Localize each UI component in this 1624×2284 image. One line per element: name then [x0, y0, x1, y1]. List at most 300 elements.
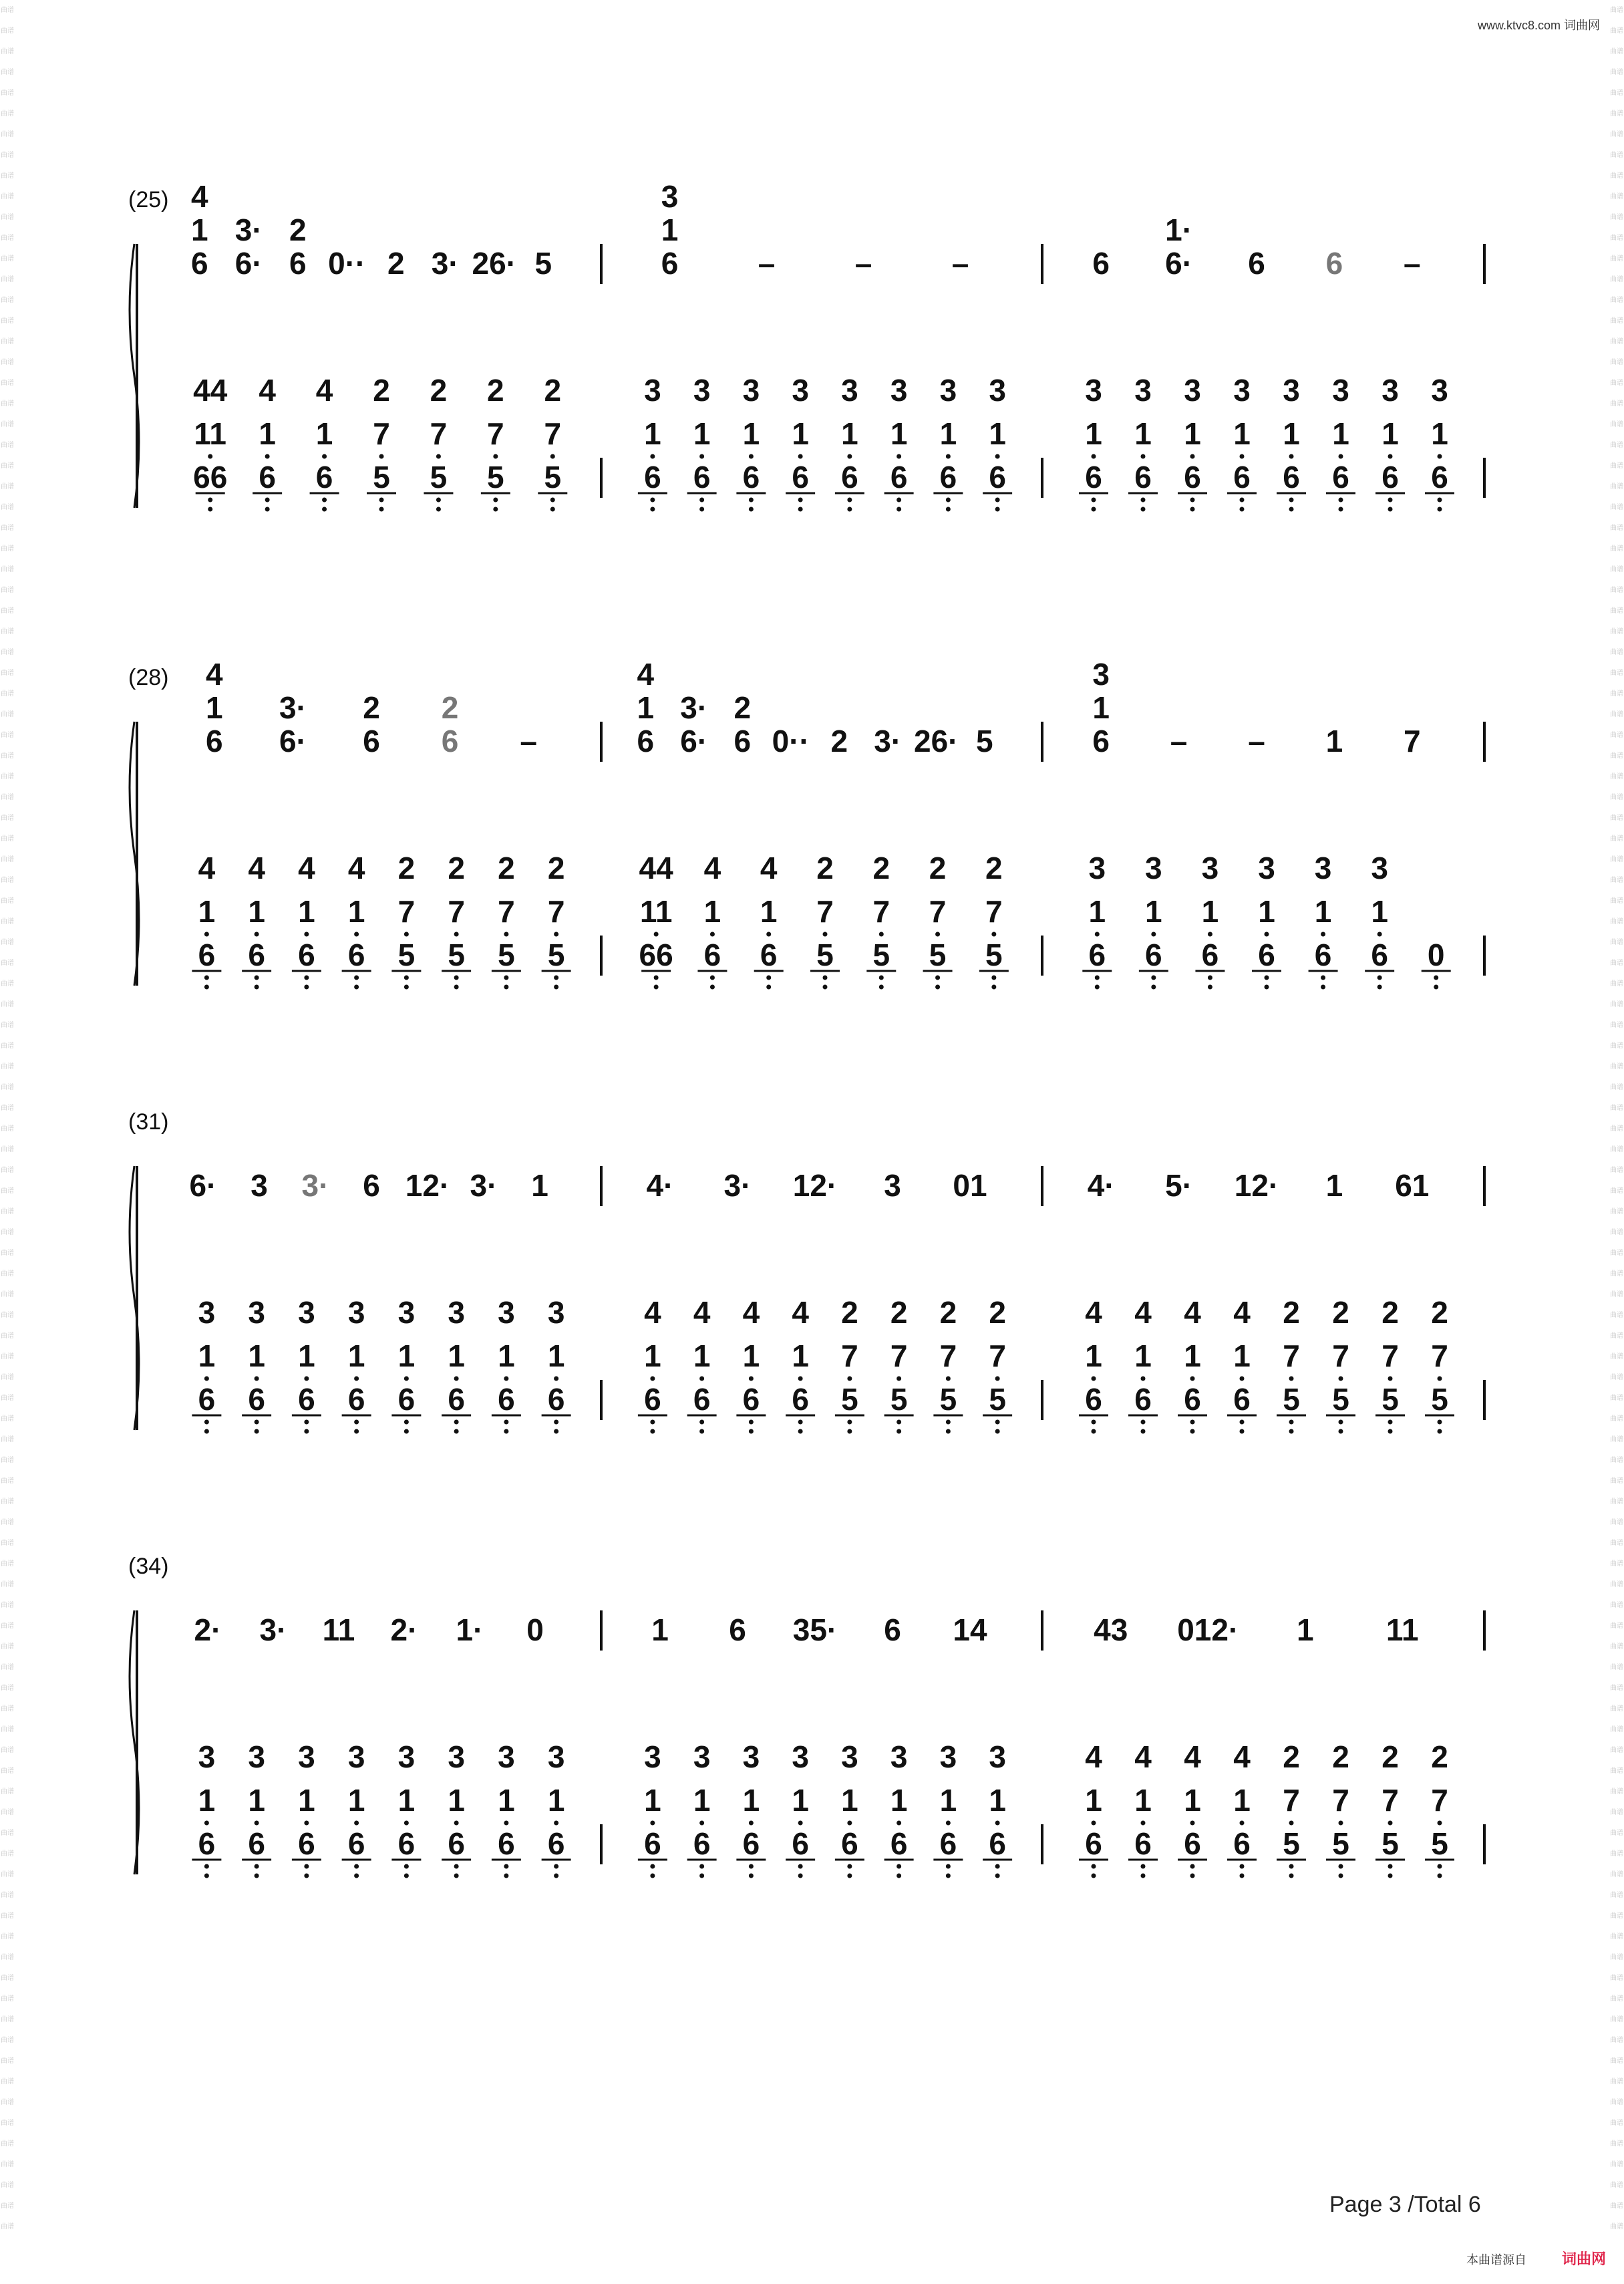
accomp-note: 7 [373, 416, 390, 451]
lower-octave-dot [991, 985, 996, 990]
lower-octave-dot [404, 1420, 409, 1425]
accomp-note: 2 [430, 373, 448, 408]
lower-octave-dot [1388, 1429, 1393, 1434]
melody-chord-note: 1 [190, 212, 208, 247]
lower-octave-dot [354, 1429, 359, 1434]
accomp-note: 6 [693, 1382, 711, 1417]
watermark-glyph: 曲谱 [1610, 1250, 1623, 1257]
accomp-note: 7 [929, 894, 947, 929]
accomp-note: 1 [644, 1783, 661, 1818]
lower-octave-dot [798, 498, 803, 503]
accomp-note: 4 [760, 851, 778, 885]
lower-octave-dot [255, 976, 259, 980]
lower-octave-dot [504, 1420, 508, 1425]
accomp-note: 4 [1184, 1295, 1201, 1330]
lower-octave-dot [1289, 507, 1294, 512]
watermark-glyph: 曲谱 [1, 2223, 14, 2231]
accomp-note: 3 [792, 1739, 809, 1774]
accomp-note: 6 [1431, 460, 1448, 494]
accomp-note: 3 [939, 1739, 957, 1774]
accomp-note: 6 [693, 1826, 711, 1861]
lower-octave-dot [1208, 976, 1212, 980]
watermark-glyph: 曲谱 [1, 297, 14, 304]
accomp-note: 1 [347, 894, 365, 929]
lower-octave-dot [749, 1429, 754, 1434]
accomp-note: 1 [298, 894, 315, 929]
lower-octave-dot [847, 498, 852, 503]
lower-octave-dot [1388, 498, 1393, 503]
lower-octave-dot [1095, 932, 1100, 937]
watermark-glyph: 曲谱 [1610, 1892, 1623, 1899]
accomp-note: 7 [939, 1338, 957, 1373]
melody-note: 012· [1177, 1612, 1239, 1647]
watermark-glyph: 曲谱 [1610, 2223, 1623, 2231]
watermark-glyph: 曲谱 [1, 1767, 14, 1775]
lower-octave-dot [304, 932, 309, 937]
watermark-glyph: 曲谱 [1, 1664, 14, 1671]
lower-octave-dot [1208, 932, 1212, 937]
lower-octave-dot [436, 507, 441, 512]
accomp-note: 5 [816, 938, 834, 972]
watermark-glyph: 曲谱 [1610, 607, 1623, 615]
watermark-glyph: 曲谱 [1610, 960, 1623, 967]
lower-octave-dot [265, 454, 270, 459]
lower-octave-dot [1141, 1377, 1146, 1381]
accomp-note: 4 [1085, 1295, 1102, 1330]
watermark-glyph: 曲谱 [1, 835, 14, 843]
melody-note: 12· [1234, 1168, 1279, 1203]
accomp-note: 4 [259, 373, 276, 408]
watermark-glyph: 曲谱 [1, 1498, 14, 1506]
accomp-note: 1 [792, 416, 809, 451]
accomp-note: 1 [841, 1783, 858, 1818]
accomp-note: 6 [1201, 938, 1219, 972]
measure-number: (28) [128, 665, 169, 690]
accomp-note: 1 [1088, 894, 1106, 929]
melody-note: – [520, 724, 537, 758]
accomp-note: 4 [742, 1295, 760, 1330]
melody-note: – [854, 246, 872, 281]
accomp-note: 7 [430, 416, 448, 451]
accomp-note: 1 [1431, 416, 1448, 451]
lower-octave-dot [1190, 1429, 1195, 1434]
accomp-note: 6 [1371, 938, 1388, 972]
accomp-note: 6 [1184, 1382, 1201, 1417]
accomp-note: 6 [1314, 938, 1332, 972]
watermark-glyph: 曲谱 [1, 1457, 14, 1464]
melody-note: 6 [363, 1168, 380, 1203]
watermark-glyph: 曲谱 [1610, 1312, 1623, 1319]
melody-note: 0·· [328, 246, 366, 281]
accomp-note: 1 [1382, 416, 1399, 451]
accomp-note: 3 [693, 373, 711, 408]
lower-octave-dot [897, 498, 901, 503]
lower-octave-dot [1438, 1874, 1442, 1878]
accomp-note: 6 [841, 1826, 858, 1861]
accomp-note: 2 [841, 1295, 858, 1330]
lower-octave-dot [650, 1821, 655, 1826]
accomp-note: 3 [742, 1739, 760, 1774]
accomp-note: 3 [1184, 373, 1201, 408]
lower-octave-dot [255, 1821, 259, 1826]
watermark-glyph: 曲谱 [1610, 1643, 1623, 1651]
watermark-glyph: 曲谱 [1610, 732, 1623, 739]
watermark-glyph: 曲谱 [1610, 939, 1623, 946]
accomp-note: 1 [1233, 1338, 1251, 1373]
melody-note: 0·· [772, 724, 810, 758]
watermark-glyph: 曲谱 [1, 462, 14, 470]
accomp-note: 5 [841, 1382, 858, 1417]
melody-note: 6 [363, 724, 380, 758]
lower-octave-dot [404, 985, 409, 990]
lower-octave-dot [304, 1377, 309, 1381]
watermark-glyph: 曲谱 [1610, 131, 1623, 138]
melody-note: 6 [1325, 246, 1343, 281]
accomp-note: 6 [792, 460, 809, 494]
lower-octave-dot [255, 985, 259, 990]
lower-octave-dot [995, 1377, 1000, 1381]
lower-octave-dot [304, 985, 309, 990]
accomp-note: 1 [347, 1783, 365, 1818]
watermark-glyph: 曲谱 [1610, 1954, 1623, 1961]
watermark-glyph: 曲谱 [1, 2182, 14, 2189]
lower-octave-dot [1321, 976, 1325, 980]
watermark-glyph: 曲谱 [1, 152, 14, 159]
watermark-glyph: 曲谱 [1610, 918, 1623, 925]
accomp-note: 1 [259, 416, 276, 451]
accomp-note: 2 [1431, 1295, 1448, 1330]
lower-octave-dot [1208, 985, 1212, 990]
accomp-note: 1 [248, 894, 265, 929]
watermark-glyph: 曲谱 [1610, 2140, 1623, 2148]
accomp-note: 6 [347, 1826, 365, 1861]
melody-note: 2 [387, 246, 405, 281]
watermark-glyph: 曲谱 [1610, 1581, 1623, 1588]
accomp-note: 1 [198, 894, 216, 929]
accomp-note: 1 [1134, 416, 1152, 451]
accomp-note: 3 [498, 1295, 515, 1330]
watermark-glyph: 曲谱 [1610, 1415, 1623, 1423]
accomp-note: 1 [1145, 894, 1162, 929]
accomp-note: 44 [193, 373, 228, 408]
lower-octave-dot [204, 1377, 209, 1381]
watermark-glyph: 曲谱 [1610, 1084, 1623, 1091]
watermark-glyph: 曲谱 [1610, 462, 1623, 470]
watermark-glyph: 曲谱 [1610, 421, 1623, 428]
accomp-note: 1 [448, 1338, 465, 1373]
accomp-note: 2 [890, 1295, 908, 1330]
melody-note: 6 [1092, 724, 1110, 758]
lower-octave-dot [847, 1864, 852, 1869]
watermark-glyph: 曲谱 [1, 939, 14, 946]
accomp-note: 6 [1233, 1826, 1251, 1861]
watermark-glyph: 曲谱 [1610, 835, 1623, 843]
lower-octave-dot [454, 1821, 459, 1826]
accomp-note: 1 [248, 1783, 265, 1818]
lower-octave-dot [322, 454, 327, 459]
accomp-note: 6 [498, 1382, 515, 1417]
accomp-note: 1 [890, 416, 908, 451]
watermark-glyph: 曲谱 [1610, 773, 1623, 780]
lower-octave-dot [766, 976, 771, 980]
lower-octave-dot [995, 1429, 1000, 1434]
lower-octave-dot [304, 1864, 309, 1869]
watermark-glyph: 曲谱 [1, 711, 14, 718]
watermark-glyph: 曲谱 [1, 1581, 14, 1588]
lower-octave-dot [823, 976, 828, 980]
lower-octave-dot [749, 1821, 754, 1826]
accomp-note: 6 [547, 1826, 565, 1861]
source-label: 本曲谱源自 [1466, 2253, 1526, 2267]
lower-octave-dot [1240, 498, 1245, 503]
lower-octave-dot [304, 1821, 309, 1826]
watermark-glyph: 曲谱 [1, 69, 14, 76]
lower-octave-dot [650, 454, 655, 459]
accomp-note: 3 [841, 1739, 858, 1774]
lower-octave-dot [354, 1821, 359, 1826]
accomp-note: 5 [1332, 1826, 1349, 1861]
melody-chord-note: 2 [734, 690, 752, 725]
accomp-note: 7 [989, 1338, 1006, 1373]
lower-octave-dot [699, 1864, 704, 1869]
watermark-glyph: 曲谱 [1610, 48, 1623, 55]
accomp-note: 3 [347, 1295, 365, 1330]
watermark-glyph: 曲谱 [1610, 1519, 1623, 1526]
watermark-glyph: 曲谱 [1, 545, 14, 553]
watermark-glyph: 曲谱 [1610, 1395, 1623, 1402]
melody-note: 5 [975, 724, 993, 758]
watermark-glyph: 曲谱 [1610, 545, 1623, 553]
watermark-glyph: 曲谱 [1610, 1022, 1623, 1029]
lower-octave-dot [847, 1874, 852, 1878]
accomp-note: 7 [1283, 1783, 1300, 1818]
melody-note: 6 [884, 1612, 901, 1647]
lower-octave-dot [504, 932, 508, 937]
lower-octave-dot [766, 932, 771, 937]
lower-octave-dot [1289, 1864, 1294, 1869]
watermark-glyph: 曲谱 [1610, 856, 1623, 863]
watermark-glyph: 曲谱 [1610, 1374, 1623, 1381]
lower-octave-dot [650, 1429, 655, 1434]
melody-chord-note: 4 [637, 657, 655, 692]
watermark-glyph: 曲谱 [1610, 670, 1623, 677]
accomp-note: 7 [1332, 1783, 1349, 1818]
accomp-note: 6 [644, 1826, 661, 1861]
watermark-glyph: 曲谱 [1610, 794, 1623, 801]
accomp-note: 3 [890, 1739, 908, 1774]
watermark-glyph: 曲谱 [1610, 1477, 1623, 1485]
watermark-glyph: 曲谱 [1610, 276, 1623, 283]
lower-octave-dot [454, 985, 459, 990]
watermark-glyph: 曲谱 [1, 359, 14, 366]
watermark-glyph: 曲谱 [1610, 7, 1623, 14]
watermark-glyph: 曲谱 [1, 421, 14, 428]
watermark-glyph: 曲谱 [1610, 255, 1623, 263]
accomp-note: 6 [198, 1382, 216, 1417]
lower-octave-dot [699, 498, 704, 503]
watermark-glyph: 曲谱 [1610, 2161, 1623, 2168]
lower-octave-dot [995, 1420, 1000, 1425]
lower-octave-dot [208, 454, 212, 459]
melody-note: 6 [289, 246, 307, 281]
accomp-note: 3 [693, 1739, 711, 1774]
melody-note: 26· [472, 246, 516, 281]
lower-octave-dot [1141, 1874, 1146, 1878]
lower-octave-dot [204, 932, 209, 937]
lower-octave-dot [304, 1429, 309, 1434]
lower-octave-dot [1339, 454, 1343, 459]
accomp-note: 5 [989, 1382, 1006, 1417]
watermark-glyph: 曲谱 [1, 483, 14, 490]
accomp-note: 6 [644, 460, 661, 494]
lower-octave-dot [1190, 498, 1195, 503]
lower-octave-dot [699, 1874, 704, 1878]
watermark-glyph: 曲谱 [1, 1892, 14, 1899]
accomp-note: 1 [248, 1338, 265, 1373]
lower-octave-dot [504, 1864, 508, 1869]
watermark-glyph: 曲谱 [1, 1540, 14, 1547]
accomp-note: 1 [1184, 416, 1201, 451]
lower-octave-dot [354, 1864, 359, 1869]
watermark-glyph: 曲谱 [1, 1602, 14, 1609]
watermark-glyph: 曲谱 [1, 815, 14, 822]
lower-octave-dot [1092, 1874, 1096, 1878]
lower-octave-dot [847, 1429, 852, 1434]
lower-octave-dot [1151, 985, 1156, 990]
watermark-glyph: 曲谱 [1, 317, 14, 325]
lower-octave-dot [322, 498, 327, 503]
lower-octave-dot [265, 507, 270, 512]
lower-octave-dot [935, 976, 940, 980]
lower-octave-dot [436, 454, 441, 459]
watermark-glyph: 曲谱 [1, 649, 14, 656]
lower-octave-dot [798, 1864, 803, 1869]
accomp-note: 6 [792, 1826, 809, 1861]
accomp-note: 3 [448, 1739, 465, 1774]
accomp-note: 1 [742, 416, 760, 451]
lower-octave-dot [404, 1864, 409, 1869]
lower-octave-dot [1190, 1874, 1195, 1878]
lower-octave-dot [1190, 507, 1195, 512]
accomp-note: 6 [198, 1826, 216, 1861]
accomp-note: 1 [547, 1338, 565, 1373]
melody-chord-note: 1 [1092, 690, 1110, 725]
lower-octave-dot [1141, 1821, 1146, 1826]
watermark-glyph: 曲谱 [1, 400, 14, 408]
accomp-note: 1 [989, 1783, 1006, 1818]
accomp-note: 4 [347, 851, 365, 885]
melody-note: – [951, 246, 969, 281]
lower-octave-dot [1321, 985, 1325, 990]
melody-note: 6 [1092, 246, 1110, 281]
melody-note: 6 [206, 724, 223, 758]
watermark-glyph: 曲谱 [1610, 2202, 1623, 2210]
lower-octave-dot [354, 1874, 359, 1878]
lower-octave-dot [1377, 932, 1382, 937]
lower-octave-dot [1141, 507, 1146, 512]
lower-octave-dot [1438, 1429, 1442, 1434]
accomp-note: 6 [1134, 1826, 1152, 1861]
lower-octave-dot [1289, 498, 1294, 503]
watermark-glyph: 曲谱 [1, 980, 14, 988]
accomp-note: 7 [448, 894, 465, 929]
accomp-note: 3 [397, 1295, 416, 1330]
lower-octave-dot [550, 454, 555, 459]
lower-octave-dot [554, 1420, 558, 1425]
lower-octave-dot [1388, 1864, 1393, 1869]
melody-chord-note: 1 [661, 212, 679, 247]
accomp-note: 7 [1431, 1783, 1448, 1818]
lower-octave-dot [404, 1821, 409, 1826]
lower-octave-dot [554, 932, 558, 937]
lower-octave-dot [650, 1874, 655, 1878]
accomp-note: 3 [547, 1739, 565, 1774]
watermark-glyph: 曲谱 [1610, 1788, 1623, 1796]
watermark-glyph: 曲谱 [1, 877, 14, 884]
lower-octave-dot [304, 1874, 309, 1878]
accomp-note: 4 [315, 373, 333, 408]
lower-octave-dot [404, 1874, 409, 1878]
lower-octave-dot [255, 1429, 259, 1434]
lower-octave-dot [798, 454, 803, 459]
watermark-glyph: 曲谱 [1, 193, 14, 200]
lower-octave-dot [379, 454, 384, 459]
lower-octave-dot [650, 498, 655, 503]
accomp-note: 6 [298, 1382, 315, 1417]
accomp-note: 6 [1088, 938, 1106, 972]
accomp-note: 2 [1332, 1739, 1349, 1774]
lower-octave-dot [436, 498, 441, 503]
watermark-glyph: 曲谱 [1610, 1685, 1623, 1692]
lower-octave-dot [554, 1821, 558, 1826]
watermark-glyph: 曲谱 [1610, 2057, 1623, 2065]
accomp-note: 3 [890, 373, 908, 408]
watermark-glyph: 曲谱 [1, 1850, 14, 1858]
accomp-note: 1 [1184, 1338, 1201, 1373]
accomp-note: 3 [742, 373, 760, 408]
watermark-glyph: 曲谱 [1610, 1767, 1623, 1775]
watermark-glyph: 曲谱 [1, 1063, 14, 1070]
watermark-glyph: 曲谱 [1, 2078, 14, 2086]
watermark-glyph: 曲谱 [1, 525, 14, 532]
lower-octave-dot [946, 1377, 951, 1381]
watermark-glyph: 曲谱 [1, 566, 14, 573]
lower-octave-dot [504, 1377, 508, 1381]
watermark-glyph: 曲谱 [1610, 897, 1623, 905]
accomp-note: 1 [397, 1783, 416, 1818]
lower-octave-dot [1240, 1429, 1245, 1434]
watermark-glyph: 曲谱 [1, 1912, 14, 1920]
watermark-glyph: 曲谱 [1, 1809, 14, 1816]
accomp-note: 6 [448, 1382, 465, 1417]
lower-octave-dot [1092, 498, 1096, 503]
accomp-note: 4 [703, 851, 721, 885]
accomp-note: 2 [816, 851, 834, 885]
melody-note: 1 [1325, 1168, 1343, 1203]
lower-octave-dot [493, 507, 498, 512]
melody-note: 4· [646, 1168, 674, 1203]
watermark-glyph: 曲谱 [1610, 1747, 1623, 1754]
watermark-glyph: 曲谱 [1, 752, 14, 760]
watermark-glyph: 曲谱 [1610, 649, 1623, 656]
melody-note: 5· [1165, 1168, 1193, 1203]
lower-octave-dot [1095, 985, 1100, 990]
lower-octave-dot [1190, 454, 1195, 459]
watermark-glyph: 曲谱 [1, 1415, 14, 1423]
watermark-glyph: 曲谱 [1, 1933, 14, 1941]
lower-octave-dot [1339, 1821, 1343, 1826]
accomp-note: 6 [703, 938, 721, 972]
